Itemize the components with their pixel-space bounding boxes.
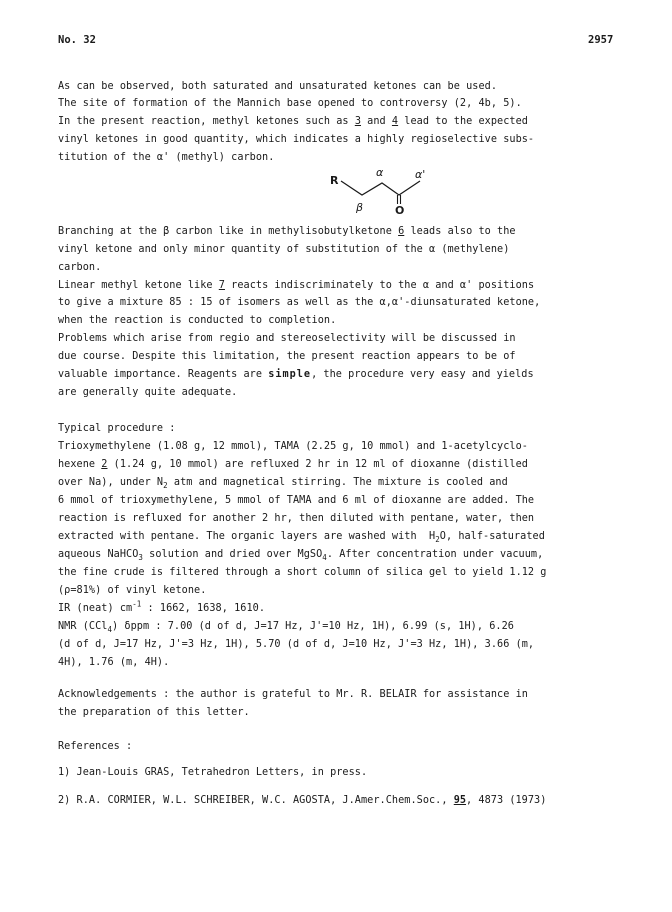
text-run: and: [361, 116, 392, 127]
text-run: : 1662, 1638, 1610.: [141, 603, 266, 614]
text-run: In the present reaction, methyl ketones such as: [58, 116, 355, 127]
subscript: 2: [435, 535, 440, 545]
text-run: extracted with pentane. The organic layers are washed with H: [58, 531, 436, 542]
compound-number: 3: [354, 116, 361, 127]
procedure-heading: Typical procedure :: [58, 423, 176, 434]
text-run: over Na), under N: [58, 477, 164, 488]
paragraph-line: are generally quite adequate.: [58, 387, 238, 398]
paragraph-line: Problems which arise from regio and stereoselectivity will be discussed in: [58, 333, 516, 344]
oxygen-label: O: [395, 204, 405, 217]
journal-issue: No. 32: [58, 34, 96, 46]
text-run: , 4873 (1973): [466, 795, 547, 806]
paragraph-line: [58, 476, 508, 490]
beta-label: β: [356, 201, 364, 214]
paragraph-line: carbon.: [58, 262, 102, 273]
paragraph-line: As can be observed, both saturated and unsaturated ketones can be used.: [58, 81, 498, 92]
acknowledgements: the preparation of this letter.: [58, 707, 250, 718]
text-run: NMR (CCl: [58, 621, 108, 632]
text-run: lead to the expected: [398, 116, 528, 127]
paragraph-line: [58, 115, 528, 129]
text-run: Linear methyl ketone like: [58, 280, 219, 291]
paragraph-line: [58, 368, 534, 382]
subscript: 4: [107, 625, 113, 635]
compound-number: 2: [101, 459, 108, 470]
paragraph-line: reaction is refluxed for another 2 hr, then diluted with pentane, water, then: [58, 513, 535, 524]
nmr-data: (d of d, J=17 Hz, J'=3 Hz, 1H), 5.70 (d of d, J=10 Hz, J'=3 Hz, 1H), 3.66 (m,: [58, 639, 535, 650]
compound-number: 6: [398, 226, 405, 237]
text-run: , the procedure very easy and yields: [311, 369, 534, 380]
carbon-chain-bond: [341, 181, 420, 195]
volume-number: 95: [453, 795, 467, 806]
paragraph-line: 6 mmol of trioxymethylene, 5 mmol of TAMA and 6 ml of dioxanne are added. The: [58, 495, 535, 506]
reference-item: [58, 794, 546, 808]
paragraph-line: vinyl ketone and only minor quantity of substitution of the α (methylene): [58, 244, 510, 255]
paragraph-line: vinyl ketones in good quantity, which indicates a highly regioselective subs-: [58, 134, 535, 145]
paragraph-line: The site of formation of the Mannich base opened to controversy (2, 4b, 5).: [58, 98, 522, 109]
text-run: (1.24 g, 10 mmol) are refluxed 2 hr in 12 ml of dioxanne (distilled: [107, 459, 528, 470]
acknowledgements: Acknowledgements : the author is grateful to Mr. R. BELAIR for assistance in: [58, 689, 528, 700]
text-run: valuable importance. Reagents are: [58, 369, 269, 380]
ir-data: [58, 599, 266, 616]
paragraph-line: [58, 530, 545, 544]
r-group-label: R: [330, 174, 339, 187]
text-run: solution and dried over MgSO: [142, 549, 323, 560]
text-run: O, half-saturated: [439, 531, 545, 542]
paragraph-line: to give a mixture 85 : 15 of isomers as well as the α,α'-diunsaturated ketone,: [58, 297, 541, 308]
nmr-data: 4H), 1.76 (m, 4H).: [58, 657, 170, 668]
paragraph-line: [58, 225, 516, 239]
paragraph-line: (ρ=81%) of vinyl ketone.: [58, 585, 207, 596]
text-run: atm and magnetical stirring. The mixture is cooled and: [167, 477, 508, 488]
alpha-prime-label: α': [415, 168, 426, 181]
page-number: 2957: [588, 34, 614, 46]
paragraph-line: [58, 458, 528, 472]
references-heading: References :: [58, 741, 133, 752]
subscript: 3: [138, 553, 143, 563]
ketone-structure-diagram: [326, 165, 466, 221]
nmr-data: [58, 620, 514, 634]
text-run: reacts indiscriminately to the α and α' positions: [224, 280, 535, 291]
superscript: -1: [132, 599, 142, 609]
paragraph-line: the fine crude is filtered through a short column of silica gel to yield 1.12 g: [58, 567, 547, 578]
compound-number: 4: [391, 116, 399, 127]
reference-item: 1) Jean-Louis GRAS, Tetrahedron Letters, in press.: [58, 767, 368, 778]
emphasis-simple: simple: [268, 369, 312, 380]
text-run: leads also to the: [404, 226, 516, 237]
paragraph-line: when the reaction is conducted to completion.: [58, 315, 337, 326]
paragraph-line: Trioxymethylene (1.08 g, 12 mmol), TAMA (2.25 g, 10 mmol) and 1-acetylcyclo-: [58, 441, 528, 452]
paragraph-line: [58, 548, 543, 562]
text-run: Branching at the β carbon like in methylisobutylketone: [58, 226, 399, 237]
text-run: IR (neat) cm: [58, 603, 133, 614]
alpha-label: α: [376, 166, 384, 179]
text-run: 2) R.A. CORMIER, W.L. SCHREIBER, W.C. AGOSTA, J.Amer.Chem.Soc.,: [58, 795, 454, 806]
subscript: 2: [163, 481, 168, 491]
text-run: aqueous NaHCO: [58, 549, 139, 560]
compound-number: 7: [218, 280, 225, 291]
paragraph-line: due course. Despite this limitation, the present reaction appears to be of: [58, 351, 516, 362]
paragraph-line: [58, 279, 534, 293]
text-run: ) δppm : 7.00 (d of d, J=17 Hz, J'=10 Hz, 1H), 6.99 (s, 1H), 6.26: [112, 621, 514, 632]
subscript: 4: [322, 553, 327, 563]
text-run: . After concentration under vacuum,: [326, 549, 544, 560]
text-run: hexene: [58, 459, 102, 470]
paragraph-line: titution of the α' (methyl) carbon.: [58, 152, 275, 163]
